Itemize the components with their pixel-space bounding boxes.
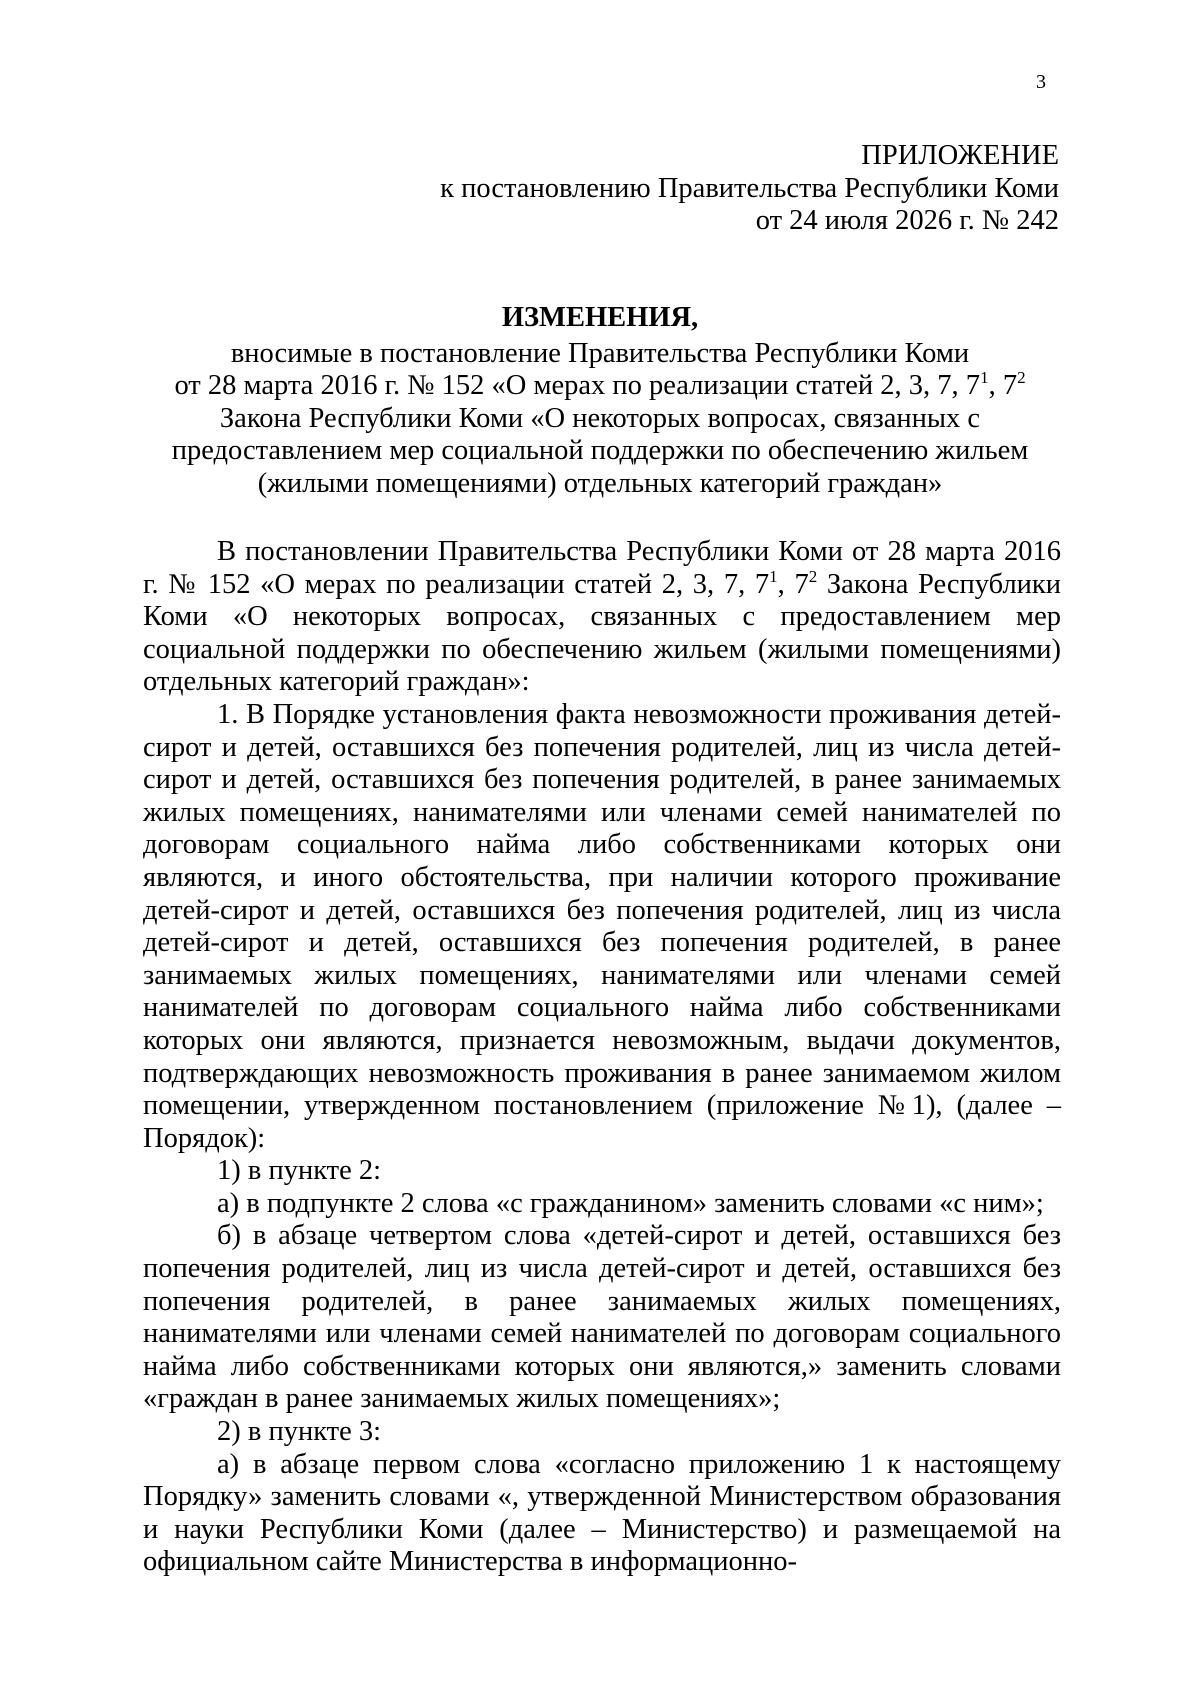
appendix-date-number: от 24 июля 2026 г. № 242	[755, 205, 1059, 236]
title-line-2-text: , 7	[988, 370, 1018, 401]
appendix-title: ПРИЛОЖЕНИЕ	[861, 140, 1059, 171]
superscript: 2	[808, 566, 818, 586]
appendix-reference: к постановлению Правительства Республики Коми	[440, 172, 1059, 204]
title-heading: ИЗМЕНЕНИЯ,	[501, 302, 699, 333]
paragraph-5: 2) в пункте 3:	[217, 1416, 382, 1448]
paragraph-1: 1. В Порядке установления факта невозможности проживания детей-сирот и детей, оставшихся без попечения родителей, лиц из числа детей-сирот и детей, оставшихся без попечения родителей, в ранее занимаемых жилых помещениях, нанимателями или членами семей нанимателей по договорам социального найма либо собственниками которых они являются, и иного обстоятельства, при наличии которого проживание детей-сирот и детей, оставшихся без попечения родителей, лиц из числа детей-сирот и детей, оставшихся без попечения родителей, в ранее занимаемых жилых помещениях, нанимателями или членами семей нанимателей по договорам социального найма либо собственниками которых они являются, признается невозможным, выдачи документов, подтверждающих невозможность проживания в ранее занимаемом жилом помещении, утвержденном постановлением (приложение №1), (далее – Порядок):	[143, 698, 1061, 1154]
appendix-header	[359, 140, 1059, 238]
page-number: 3	[1036, 71, 1046, 93]
intro-text: Закона Республики Коми «О некоторых вопросах, связанных с предоставлением мер социальной поддержки по обеспечению жильем (жилыми помещениями) отдельных категорий граждан»:	[143, 568, 1062, 698]
paragraph-3: а) в подпункте 2 слова «с гражданином» заменить словами «с ним»;	[217, 1187, 1044, 1219]
paragraph-2: 1) в пункте 2:	[217, 1155, 382, 1187]
intro-paragraph	[143, 536, 1061, 699]
title-line-5: (жилыми помещениями) отдельных категорий граждан»	[257, 467, 943, 499]
intro-text: , 7	[777, 568, 809, 600]
document-body	[143, 536, 1061, 1579]
title-line-1: вносимые в постановление Правительства Республики Коми	[230, 337, 970, 369]
title-line-3: Закона Республики Коми «О некоторых вопросах, связанных с	[219, 402, 981, 434]
title-line-4: предоставлением мер социальной поддержки по обеспечению жильем	[171, 435, 1029, 466]
paragraph-6: а) в абзаце первом слова «согласно приложению 1 к настоящему Порядку» заменить словами «, утвержденной Министерством образования и науки Республики Коми (далее – Министерство) и размещаемой на официальном сайте Министерства в информационно-	[143, 1448, 1061, 1578]
paragraph-4: б) в абзаце четвертом слова «детей-сирот и детей, оставшихся без попечения родителей, лиц из числа детей-сирот и детей, оставшихся без попечения родителей, в ранее занимаемых жилых помещениях, нанимателями или членами семей нанимателей по договорам социального найма либо собственниками которых они являются,» заменить словами «граждан в ранее занимаемых жилых помещениях»;	[143, 1220, 1061, 1415]
document-title	[140, 302, 1060, 500]
superscript: 1	[980, 368, 989, 387]
superscript: 2	[1017, 368, 1026, 387]
title-line-2-text: от 28 марта 2016 г. № 152 «О мерах по реализации статей 2, 3, 7, 7	[174, 370, 981, 401]
superscript: 1	[769, 566, 778, 586]
title-line-2	[140, 370, 1060, 403]
intro-text: В постановлении Правительства Республики Коми от 28 марта 2016 г. № 152 «О мерах по реализации статей 2, 3, 7, 7	[143, 536, 1061, 600]
